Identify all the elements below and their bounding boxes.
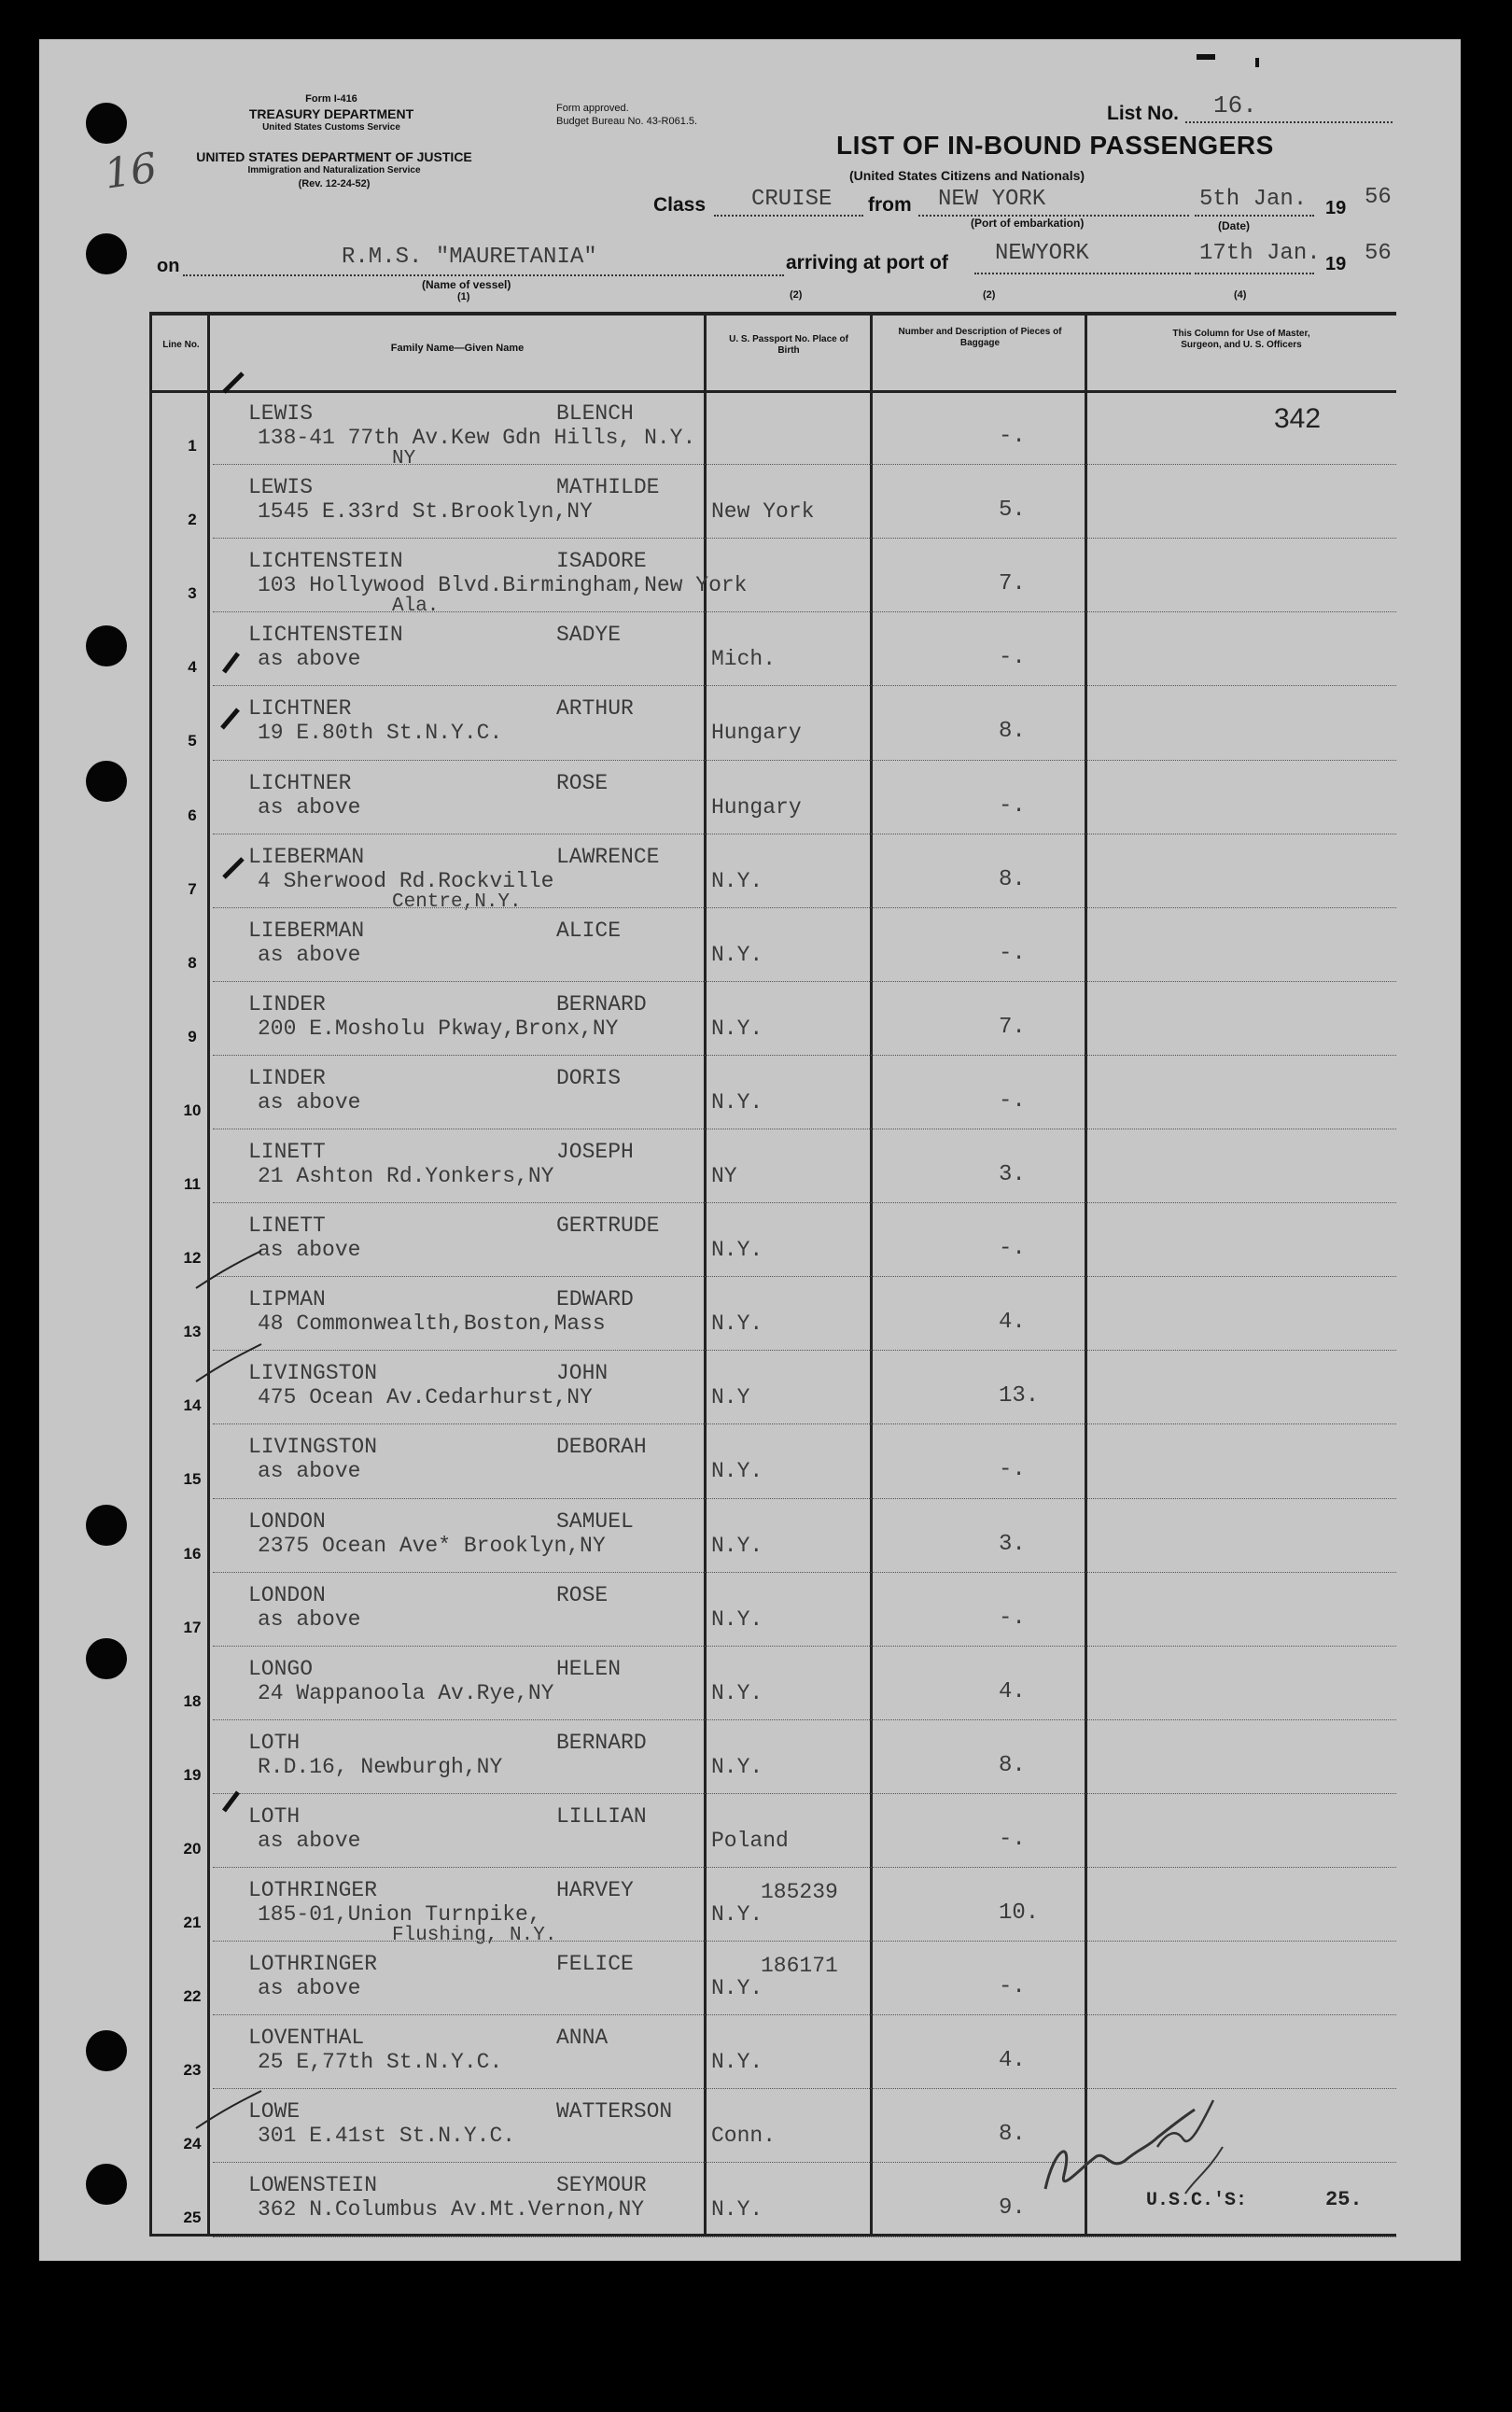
punch-hole xyxy=(86,233,127,274)
place-of-birth: N.Y. xyxy=(711,1089,763,1115)
date1-dotted-line xyxy=(1195,215,1314,217)
row-separator xyxy=(213,1941,1396,1942)
place-of-birth: Poland xyxy=(711,1828,789,1853)
given-name: LILLIAN xyxy=(556,1803,647,1829)
address: as above xyxy=(258,1238,361,1263)
baggage-count: -. xyxy=(999,645,1026,671)
line-number: 13 xyxy=(183,1323,202,1341)
given-name: SAMUEL xyxy=(556,1508,634,1534)
arriving-label: arriving at port of xyxy=(786,252,948,273)
line-number: 2 xyxy=(188,511,197,529)
given-name: WATTERSON xyxy=(556,2099,673,2125)
baggage-count: -. xyxy=(999,792,1026,819)
family-name: LICHTNER xyxy=(248,770,352,795)
place-of-birth: N.Y. xyxy=(711,2050,763,2075)
row-separator xyxy=(213,1719,1396,1720)
family-name: LOTH xyxy=(248,1730,301,1755)
family-name: LEWIS xyxy=(248,401,314,426)
given-name: EDWARD xyxy=(556,1287,634,1312)
given-name: FELICE xyxy=(556,1952,634,1977)
place-of-birth: N.Y. xyxy=(711,1902,763,1927)
family-name: LOTH xyxy=(248,1803,301,1829)
row-separator xyxy=(213,611,1396,612)
line-number: 4 xyxy=(188,658,197,677)
line-number: 14 xyxy=(183,1396,202,1415)
punch-hole xyxy=(86,103,127,144)
baggage-count: 8. xyxy=(999,2122,1026,2148)
year1-value: 56 xyxy=(1365,185,1392,210)
baggage-count: -. xyxy=(999,1457,1026,1483)
place-of-birth: N.Y. xyxy=(711,1754,763,1779)
given-name: LAWRENCE xyxy=(556,844,660,869)
line-number: 3 xyxy=(188,584,197,603)
family-name: LICHTENSTEIN xyxy=(248,623,403,648)
row-separator xyxy=(213,1350,1396,1351)
place-of-birth: N.Y. xyxy=(711,2197,763,2223)
given-name: ROSE xyxy=(556,770,609,795)
address: 1545 E.33rd St.Brooklyn,NY xyxy=(258,499,593,525)
given-name: ANNA xyxy=(556,2026,609,2051)
given-name: JOHN xyxy=(556,1361,609,1386)
family-name: LINETT xyxy=(248,1213,326,1239)
form-approved: Form approved. xyxy=(556,103,629,114)
place-of-birth: N.Y. xyxy=(711,868,763,893)
departure-date: 5th Jan. xyxy=(1199,187,1308,212)
caption-number: (2) xyxy=(983,289,996,301)
baggage-count: 7. xyxy=(999,1014,1026,1040)
place-of-birth: N.Y. xyxy=(711,1680,763,1705)
baggage-count: -. xyxy=(999,1974,1026,2000)
address-continued: Ala. xyxy=(392,596,440,618)
vessel-caption-number: (1) xyxy=(457,291,470,302)
line-number: 19 xyxy=(183,1765,202,1784)
row-separator xyxy=(213,685,1396,686)
family-name: LEWIS xyxy=(248,475,314,500)
customs-service: United States Customs Service xyxy=(262,122,400,133)
family-name: LIPMAN xyxy=(248,1287,326,1312)
passport-number: 186171 xyxy=(761,1954,838,1979)
given-name: ROSE xyxy=(556,1582,609,1607)
address: 200 E.Mosholu Pkway,Bronx,NY xyxy=(258,1016,619,1041)
col-header-line-no: Line No. xyxy=(162,340,200,350)
family-name: LIVINGSTON xyxy=(248,1361,378,1386)
address: 48 Commonwealth,Boston,Mass xyxy=(258,1311,606,1337)
col-header-name: Family Name—Given Name xyxy=(390,343,525,354)
line-number: 17 xyxy=(183,1618,202,1636)
from-value: NEW YORK xyxy=(938,187,1046,212)
handwritten-list-number: 16 xyxy=(101,144,161,199)
given-name: SEYMOUR xyxy=(556,2173,647,2198)
caption-number: (2) xyxy=(790,289,803,301)
check-marks xyxy=(168,355,280,2222)
given-name: HARVEY xyxy=(556,1878,634,1902)
family-name: LOWENSTEIN xyxy=(248,2173,378,2198)
address: 19 E.80th St.N.Y.C. xyxy=(258,721,503,746)
line-number: 18 xyxy=(183,1691,202,1710)
budget-bureau: Budget Bureau No. 43-R061.5. xyxy=(556,116,698,127)
baggage-count: 3. xyxy=(999,1162,1026,1187)
address: as above xyxy=(258,1976,361,2001)
address: 362 N.Columbus Av.Mt.Vernon,NY xyxy=(258,2197,645,2223)
family-name: LINDER xyxy=(248,1065,326,1090)
address: 103 Hollywood Blvd.Birmingham,New York xyxy=(258,573,748,598)
given-name: ISADORE xyxy=(556,549,647,574)
col-header-baggage: Number and Description of Pieces of Baggage xyxy=(898,327,1062,348)
row-separator xyxy=(213,1498,1396,1499)
row-separator xyxy=(213,907,1396,908)
baggage-count: 7. xyxy=(999,571,1026,597)
arrival-port-dotted-line xyxy=(974,273,1191,274)
address: as above xyxy=(258,1089,361,1115)
address: 2375 Ocean Ave* Brooklyn,NY xyxy=(258,1533,606,1558)
vessel-dotted-line xyxy=(183,274,784,276)
line-number: 24 xyxy=(183,2135,202,2153)
place-of-birth: N.Y. xyxy=(711,942,763,967)
document-subtitle: (United States Citizens and Nationals) xyxy=(849,168,1085,183)
officer-signature xyxy=(1017,2082,1241,2203)
row-separator xyxy=(213,1276,1396,1277)
line-number: 7 xyxy=(188,879,197,898)
family-name: LICHTNER xyxy=(248,696,352,722)
family-name: LINDER xyxy=(248,991,326,1017)
baggage-count: 9. xyxy=(999,2195,1026,2222)
address: 25 E,77th St.N.Y.C. xyxy=(258,2050,503,2075)
from-label: from xyxy=(868,194,912,216)
family-name: LONDON xyxy=(248,1508,326,1534)
address-continued: Centre,N.Y. xyxy=(392,890,522,913)
line-number: 22 xyxy=(183,1987,202,2006)
baggage-count: 4. xyxy=(999,1310,1026,1336)
place-of-birth: New York xyxy=(711,499,815,525)
baggage-count: 8. xyxy=(999,719,1026,745)
address: 301 E.41st St.N.Y.C. xyxy=(258,2124,516,2149)
date2-dotted-line xyxy=(1195,273,1314,274)
row-separator xyxy=(213,464,1396,465)
row-separator xyxy=(213,538,1396,539)
place-of-birth: N.Y. xyxy=(711,1533,763,1558)
place-of-birth: N.Y. xyxy=(711,1606,763,1632)
family-name: LICHTENSTEIN xyxy=(248,549,403,574)
line-number: 11 xyxy=(184,1175,201,1193)
on-label: on xyxy=(157,256,180,276)
address: as above xyxy=(258,1459,361,1484)
family-name: LOTHRINGER xyxy=(248,1878,378,1902)
line-number: 9 xyxy=(188,1027,197,1045)
line-number: 5 xyxy=(188,732,197,750)
caption-number: (4) xyxy=(1234,289,1247,301)
list-number-value: 16. xyxy=(1213,91,1257,119)
usc-count: 25. xyxy=(1325,2188,1363,2211)
row-separator xyxy=(213,1202,1396,1203)
line-number: 23 xyxy=(183,2061,202,2080)
date-caption: (Date) xyxy=(1218,219,1251,232)
given-name: JOSEPH xyxy=(556,1140,634,1164)
address: 21 Ashton Rd.Yonkers,NY xyxy=(258,1164,554,1188)
place-of-birth: N.Y. xyxy=(711,1311,763,1337)
family-name: LONDON xyxy=(248,1582,326,1607)
line-number: 21 xyxy=(183,1914,202,1931)
list-number-label: List No. xyxy=(1107,103,1179,124)
line-number: 15 xyxy=(183,1470,202,1489)
row-separator xyxy=(213,1793,1396,1794)
place-of-birth: NY xyxy=(711,1164,737,1188)
form-number: Form I-416 xyxy=(305,93,357,105)
table-top-border xyxy=(149,312,1396,316)
place-of-birth: N.Y. xyxy=(711,1238,763,1263)
vessel-caption: (Name of vessel) xyxy=(422,278,511,291)
justice-dept: UNITED STATES DEPARTMENT OF JUSTICE xyxy=(196,149,472,164)
class-label: Class xyxy=(653,194,707,216)
line-number: 16 xyxy=(183,1544,202,1563)
family-name: LOVENTHAL xyxy=(248,2026,365,2051)
passport-number: 185239 xyxy=(761,1880,838,1904)
family-name: LOWE xyxy=(248,2099,301,2125)
document-title: LIST OF IN-BOUND PASSENGERS xyxy=(836,131,1274,160)
baggage-count: 10. xyxy=(999,1900,1040,1926)
year2-value: 56 xyxy=(1365,241,1392,266)
list-number-dotted-line xyxy=(1185,121,1393,123)
place-of-birth: Conn. xyxy=(711,2124,777,2149)
address: 185-01,Union Turnpike, xyxy=(258,1902,541,1927)
place-of-birth: Hungary xyxy=(711,721,802,746)
baggage-count: -. xyxy=(999,940,1026,966)
corner-mark xyxy=(1197,54,1215,60)
family-name: LINETT xyxy=(248,1140,326,1164)
address: 4 Sherwood Rd.Rockville xyxy=(258,868,554,893)
line-number: 12 xyxy=(183,1249,202,1268)
line-number: 10 xyxy=(183,1101,202,1119)
col-header-passport: U. S. Passport No. Place of Birth xyxy=(729,334,848,356)
family-name: LIVINGSTON xyxy=(248,1435,378,1460)
baggage-count: -. xyxy=(999,1605,1026,1631)
address: as above xyxy=(258,1606,361,1632)
row-separator xyxy=(213,1572,1396,1573)
address: R.D.16, Newburgh,NY xyxy=(258,1754,503,1779)
given-name: BERNARD xyxy=(556,1730,647,1755)
given-name: BLENCH xyxy=(556,401,634,426)
row-separator xyxy=(213,760,1396,761)
line-number: 25 xyxy=(183,2209,202,2227)
vessel-name: R.M.S. "MAURETANIA" xyxy=(342,245,597,270)
place-of-birth: N.Y. xyxy=(711,1016,763,1041)
address: as above xyxy=(258,1828,361,1853)
address: as above xyxy=(258,794,361,820)
address-continued: NY xyxy=(392,448,416,470)
family-name: LOTHRINGER xyxy=(248,1952,378,1977)
baggage-count: 3. xyxy=(999,1531,1026,1557)
treasury-dept: TREASURY DEPARTMENT xyxy=(248,106,414,121)
revision-date: (Rev. 12-24-52) xyxy=(298,178,371,189)
baggage-count: -. xyxy=(999,424,1026,449)
corner-mark xyxy=(1255,58,1259,67)
row-separator xyxy=(213,2014,1396,2015)
usc-label: U.S.C.'S: xyxy=(1146,2190,1248,2211)
row-separator xyxy=(213,1423,1396,1424)
class-value: CRUISE xyxy=(751,187,833,212)
line-number: 8 xyxy=(188,953,197,972)
class-dotted-line xyxy=(714,215,863,217)
given-name: ARTHUR xyxy=(556,696,634,722)
baggage-count: 5. xyxy=(999,498,1026,524)
baggage-count: 8. xyxy=(999,866,1026,892)
address: 138-41 77th Av.Kew Gdn Hills, N.Y. xyxy=(258,426,696,450)
address: as above xyxy=(258,942,361,967)
family-name: LONGO xyxy=(248,1656,314,1681)
baggage-count: 8. xyxy=(999,1752,1026,1778)
place-of-birth: N.Y. xyxy=(711,1459,763,1484)
row-separator xyxy=(213,1646,1396,1647)
baggage-count: 4. xyxy=(999,2048,1026,2074)
line-number: 1 xyxy=(188,437,197,455)
given-name: DEBORAH xyxy=(556,1435,647,1460)
ins-service: Immigration and Naturalization Service xyxy=(247,165,421,175)
given-name: HELEN xyxy=(556,1656,622,1681)
officer-note: 342 xyxy=(1274,403,1322,434)
given-name: SADYE xyxy=(556,623,622,648)
row-separator xyxy=(213,981,1396,982)
place-of-birth: Hungary xyxy=(711,794,802,820)
address: 475 Ocean Av.Cedarhurst,NY xyxy=(258,1385,593,1410)
line-number: 6 xyxy=(188,806,197,824)
given-name: GERTRUDE xyxy=(556,1213,660,1239)
baggage-count: 4. xyxy=(999,1678,1026,1704)
address: 24 Wappanoola Av.Rye,NY xyxy=(258,1680,554,1705)
arrival-port: NEWYORK xyxy=(995,241,1089,266)
row-separator xyxy=(213,1055,1396,1056)
given-name: ALICE xyxy=(556,918,622,943)
year1-prefix: 19 xyxy=(1325,198,1347,218)
port-embarkation-caption: (Port of embarkation) xyxy=(971,217,1085,230)
baggage-count: -. xyxy=(999,1826,1026,1852)
year2-prefix: 19 xyxy=(1325,254,1347,274)
col-header-officers: This Column for Use of Master, Surgeon, and U. S. Officers xyxy=(1172,329,1310,350)
address-continued: Flushing, N.Y. xyxy=(392,1925,557,1946)
baggage-count: -. xyxy=(999,1087,1026,1114)
place-of-birth: N.Y. xyxy=(711,1976,763,2001)
given-name: MATHILDE xyxy=(556,475,660,500)
place-of-birth: Mich. xyxy=(711,647,777,672)
family-name: LIEBERMAN xyxy=(248,844,365,869)
baggage-count: -. xyxy=(999,1236,1026,1262)
row-separator xyxy=(213,1867,1396,1868)
line-number: 20 xyxy=(183,1839,202,1858)
place-of-birth: N.Y xyxy=(711,1385,750,1410)
baggage-count: 13. xyxy=(999,1383,1040,1409)
family-name: LIEBERMAN xyxy=(248,918,365,943)
address: as above xyxy=(258,647,361,672)
given-name: DORIS xyxy=(556,1065,622,1090)
given-name: BERNARD xyxy=(556,991,647,1017)
arrival-date: 17th Jan. xyxy=(1199,241,1321,266)
